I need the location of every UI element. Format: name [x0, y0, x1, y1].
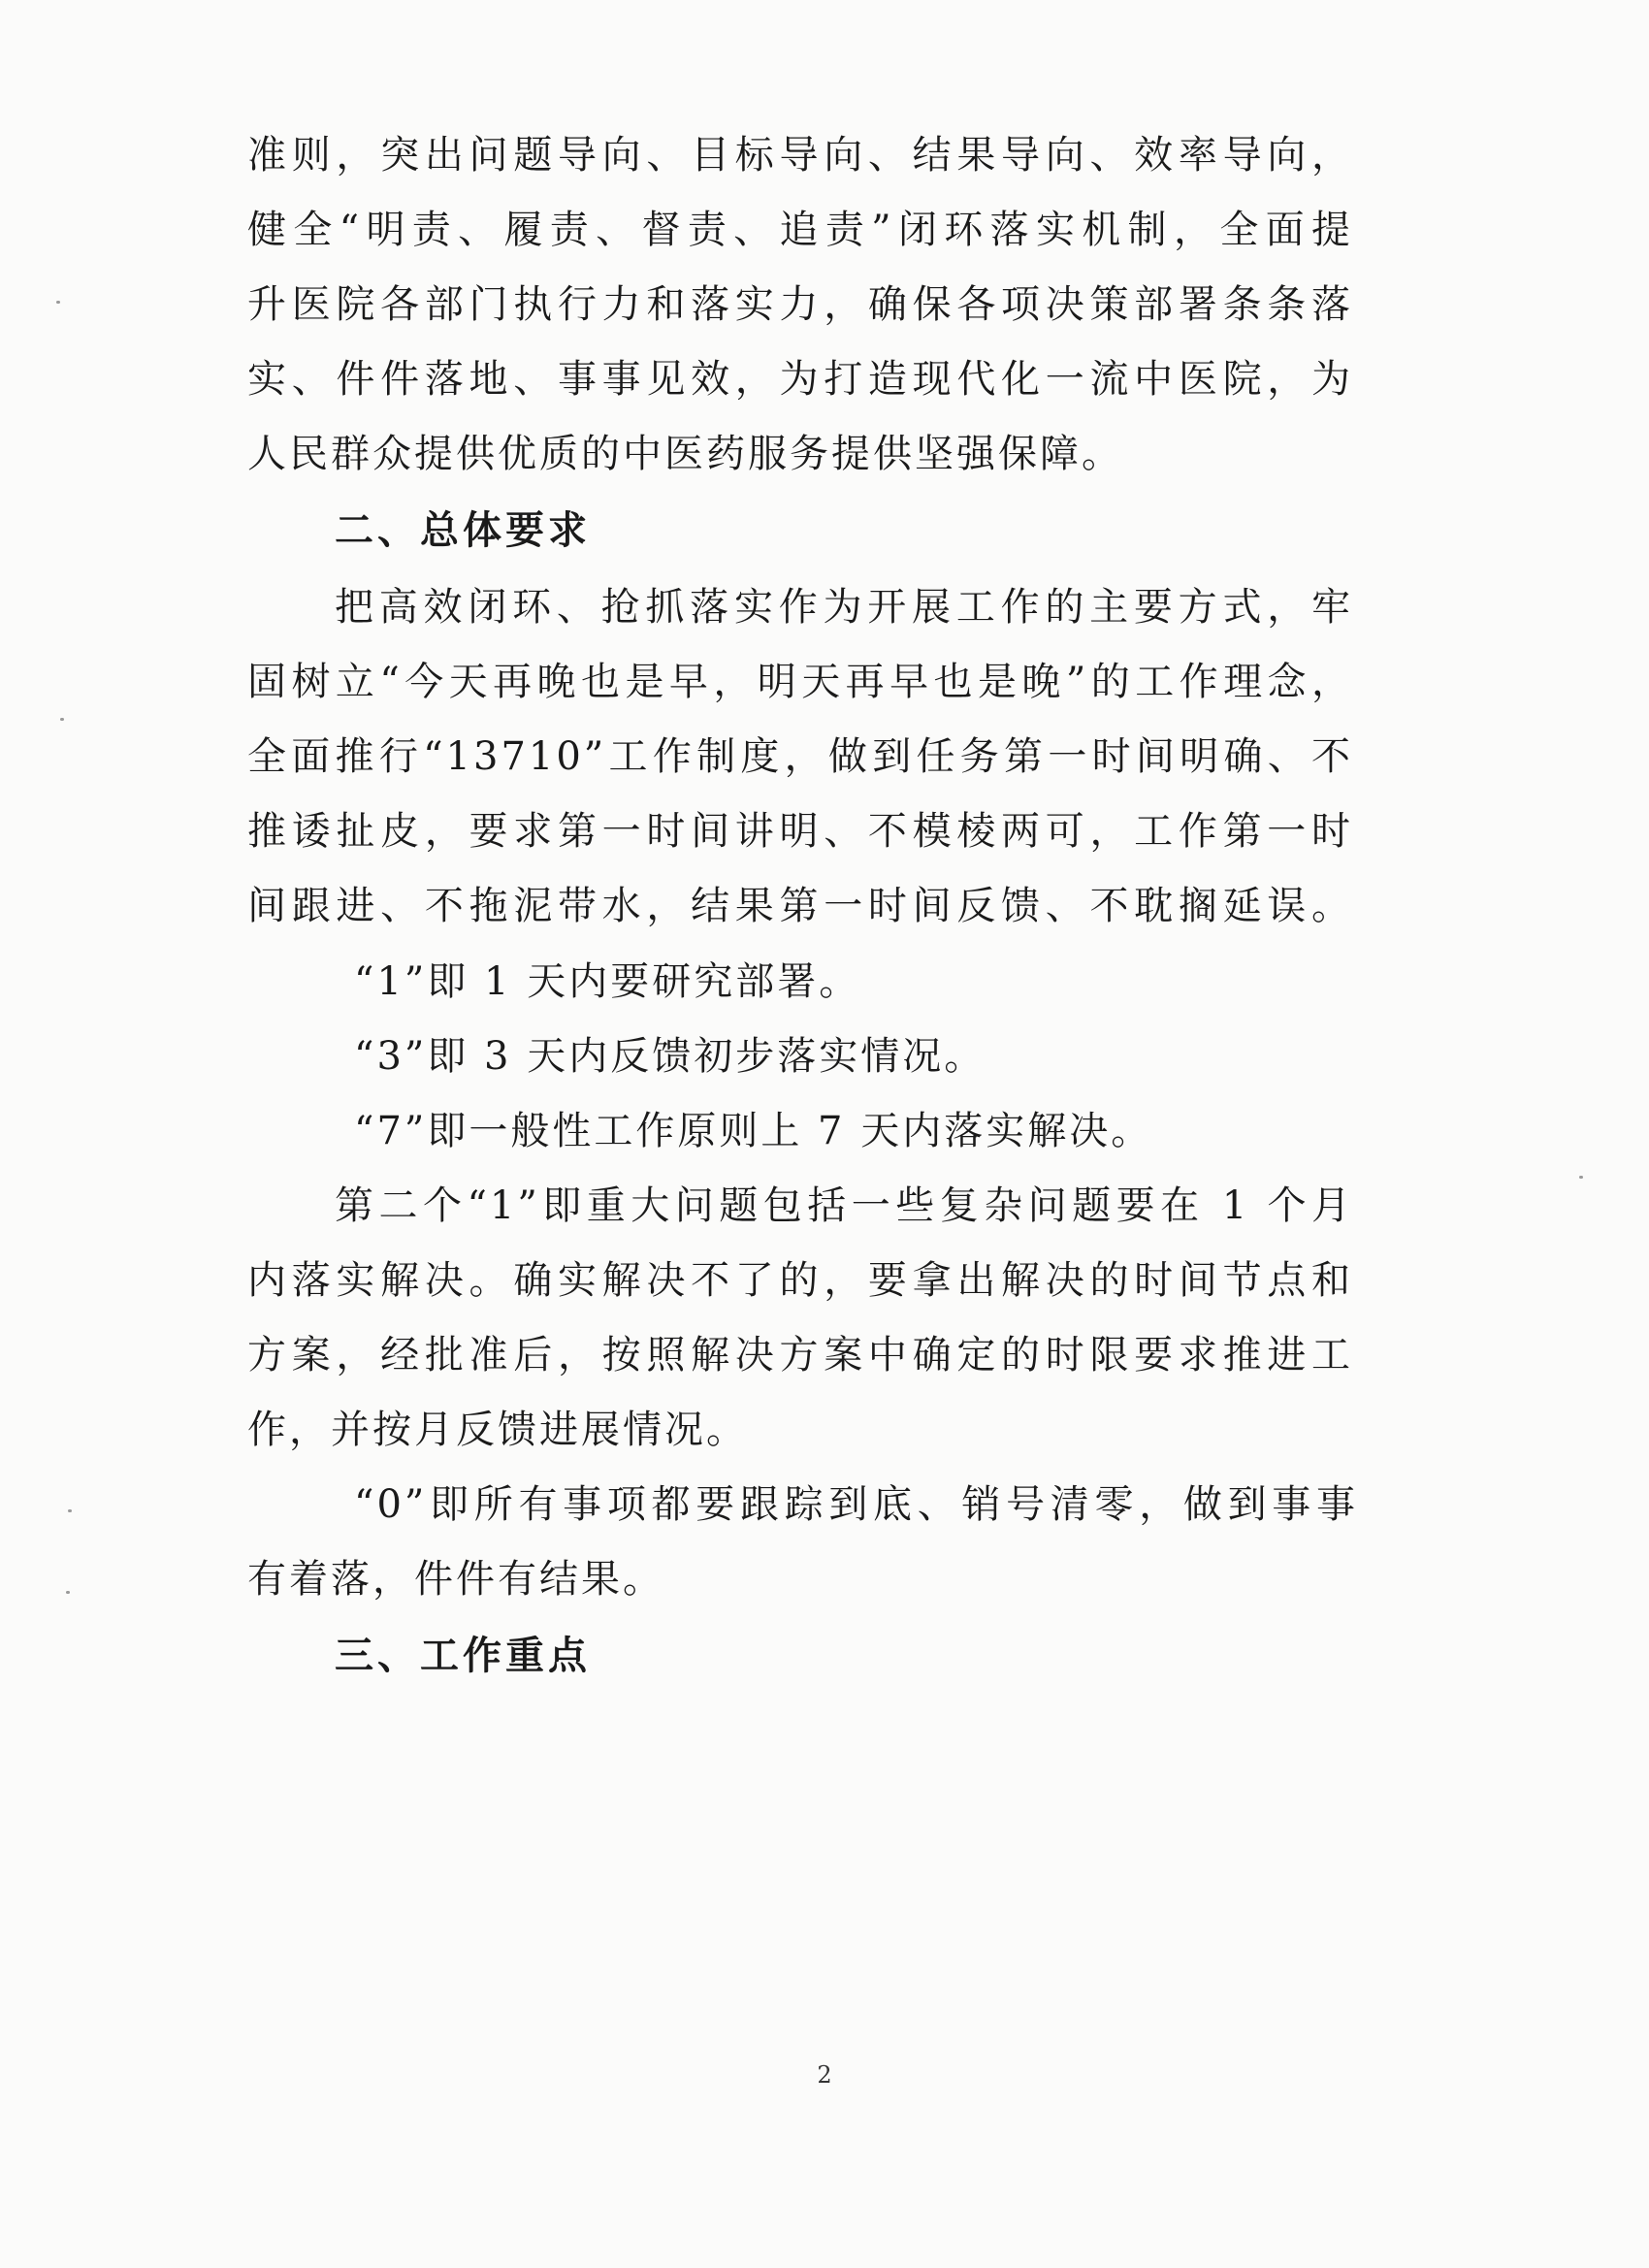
paragraph-line: 间跟进、不拖泥带水，结果第一时间反馈、不耽搁延误。	[247, 884, 1353, 928]
paragraph-line: 实、件件落地、事事见效，为打造现代化一流中医院，为	[247, 357, 1353, 402]
list-item: “1”即 1 天内要研究部署。	[354, 959, 861, 1004]
list-item: “3”即 3 天内反馈初步落实情况。	[354, 1034, 986, 1079]
paragraph-line: 内落实解决。确实解决不了的，要拿出解决的时间节点和	[247, 1258, 1353, 1303]
section-heading: 三、工作重点	[335, 1634, 591, 1678]
scan-speck	[1579, 1176, 1583, 1179]
list-item: “7”即一般性工作原则上 7 天内落实解决。	[354, 1109, 1153, 1153]
paragraph-line: 方案，经批准后，按照解决方案中确定的时限要求推进工	[247, 1333, 1353, 1377]
paragraph-line: 人民群众提供优质的中医药服务提供坚强保障。	[247, 432, 1123, 476]
scan-speck	[68, 1509, 72, 1512]
paragraph-line: 准则，突出问题导向、目标导向、结果导向、效率导向，	[247, 133, 1353, 178]
paragraph-line: 升医院各部门执行力和落实力，确保各项决策部署条条落	[247, 282, 1353, 327]
paragraph-line: 有着落，件件有结果。	[247, 1557, 664, 1602]
paragraph-line: 全面推行“13710”工作制度，做到任务第一时间明确、不	[247, 734, 1353, 779]
paragraph-line: 固树立“今天再晚也是早，明天再早也是晚”的工作理念，	[247, 660, 1353, 704]
paragraph-line: “0”即所有事项都要跟踪到底、销号清零，做到事事	[354, 1482, 1358, 1527]
paragraph-line: 把高效闭环、抢抓落实作为开展工作的主要方式，牢	[335, 585, 1353, 630]
scan-speck	[60, 718, 64, 721]
scan-speck	[56, 301, 60, 304]
page-number: 2	[817, 2061, 832, 2089]
paragraph-line: 第二个“1”即重大问题包括一些复杂问题要在 1 个月	[335, 1183, 1353, 1228]
paragraph-line: 作，并按月反馈进展情况。	[247, 1408, 748, 1452]
paragraph-line: 推诿扯皮，要求第一时间讲明、不模棱两可，工作第一时	[247, 809, 1353, 854]
paragraph-line: 健全“明责、履责、督责、追责”闭环落实机制，全面提	[247, 208, 1353, 252]
scan-speck	[66, 1591, 70, 1594]
section-heading: 二、总体要求	[335, 508, 591, 553]
